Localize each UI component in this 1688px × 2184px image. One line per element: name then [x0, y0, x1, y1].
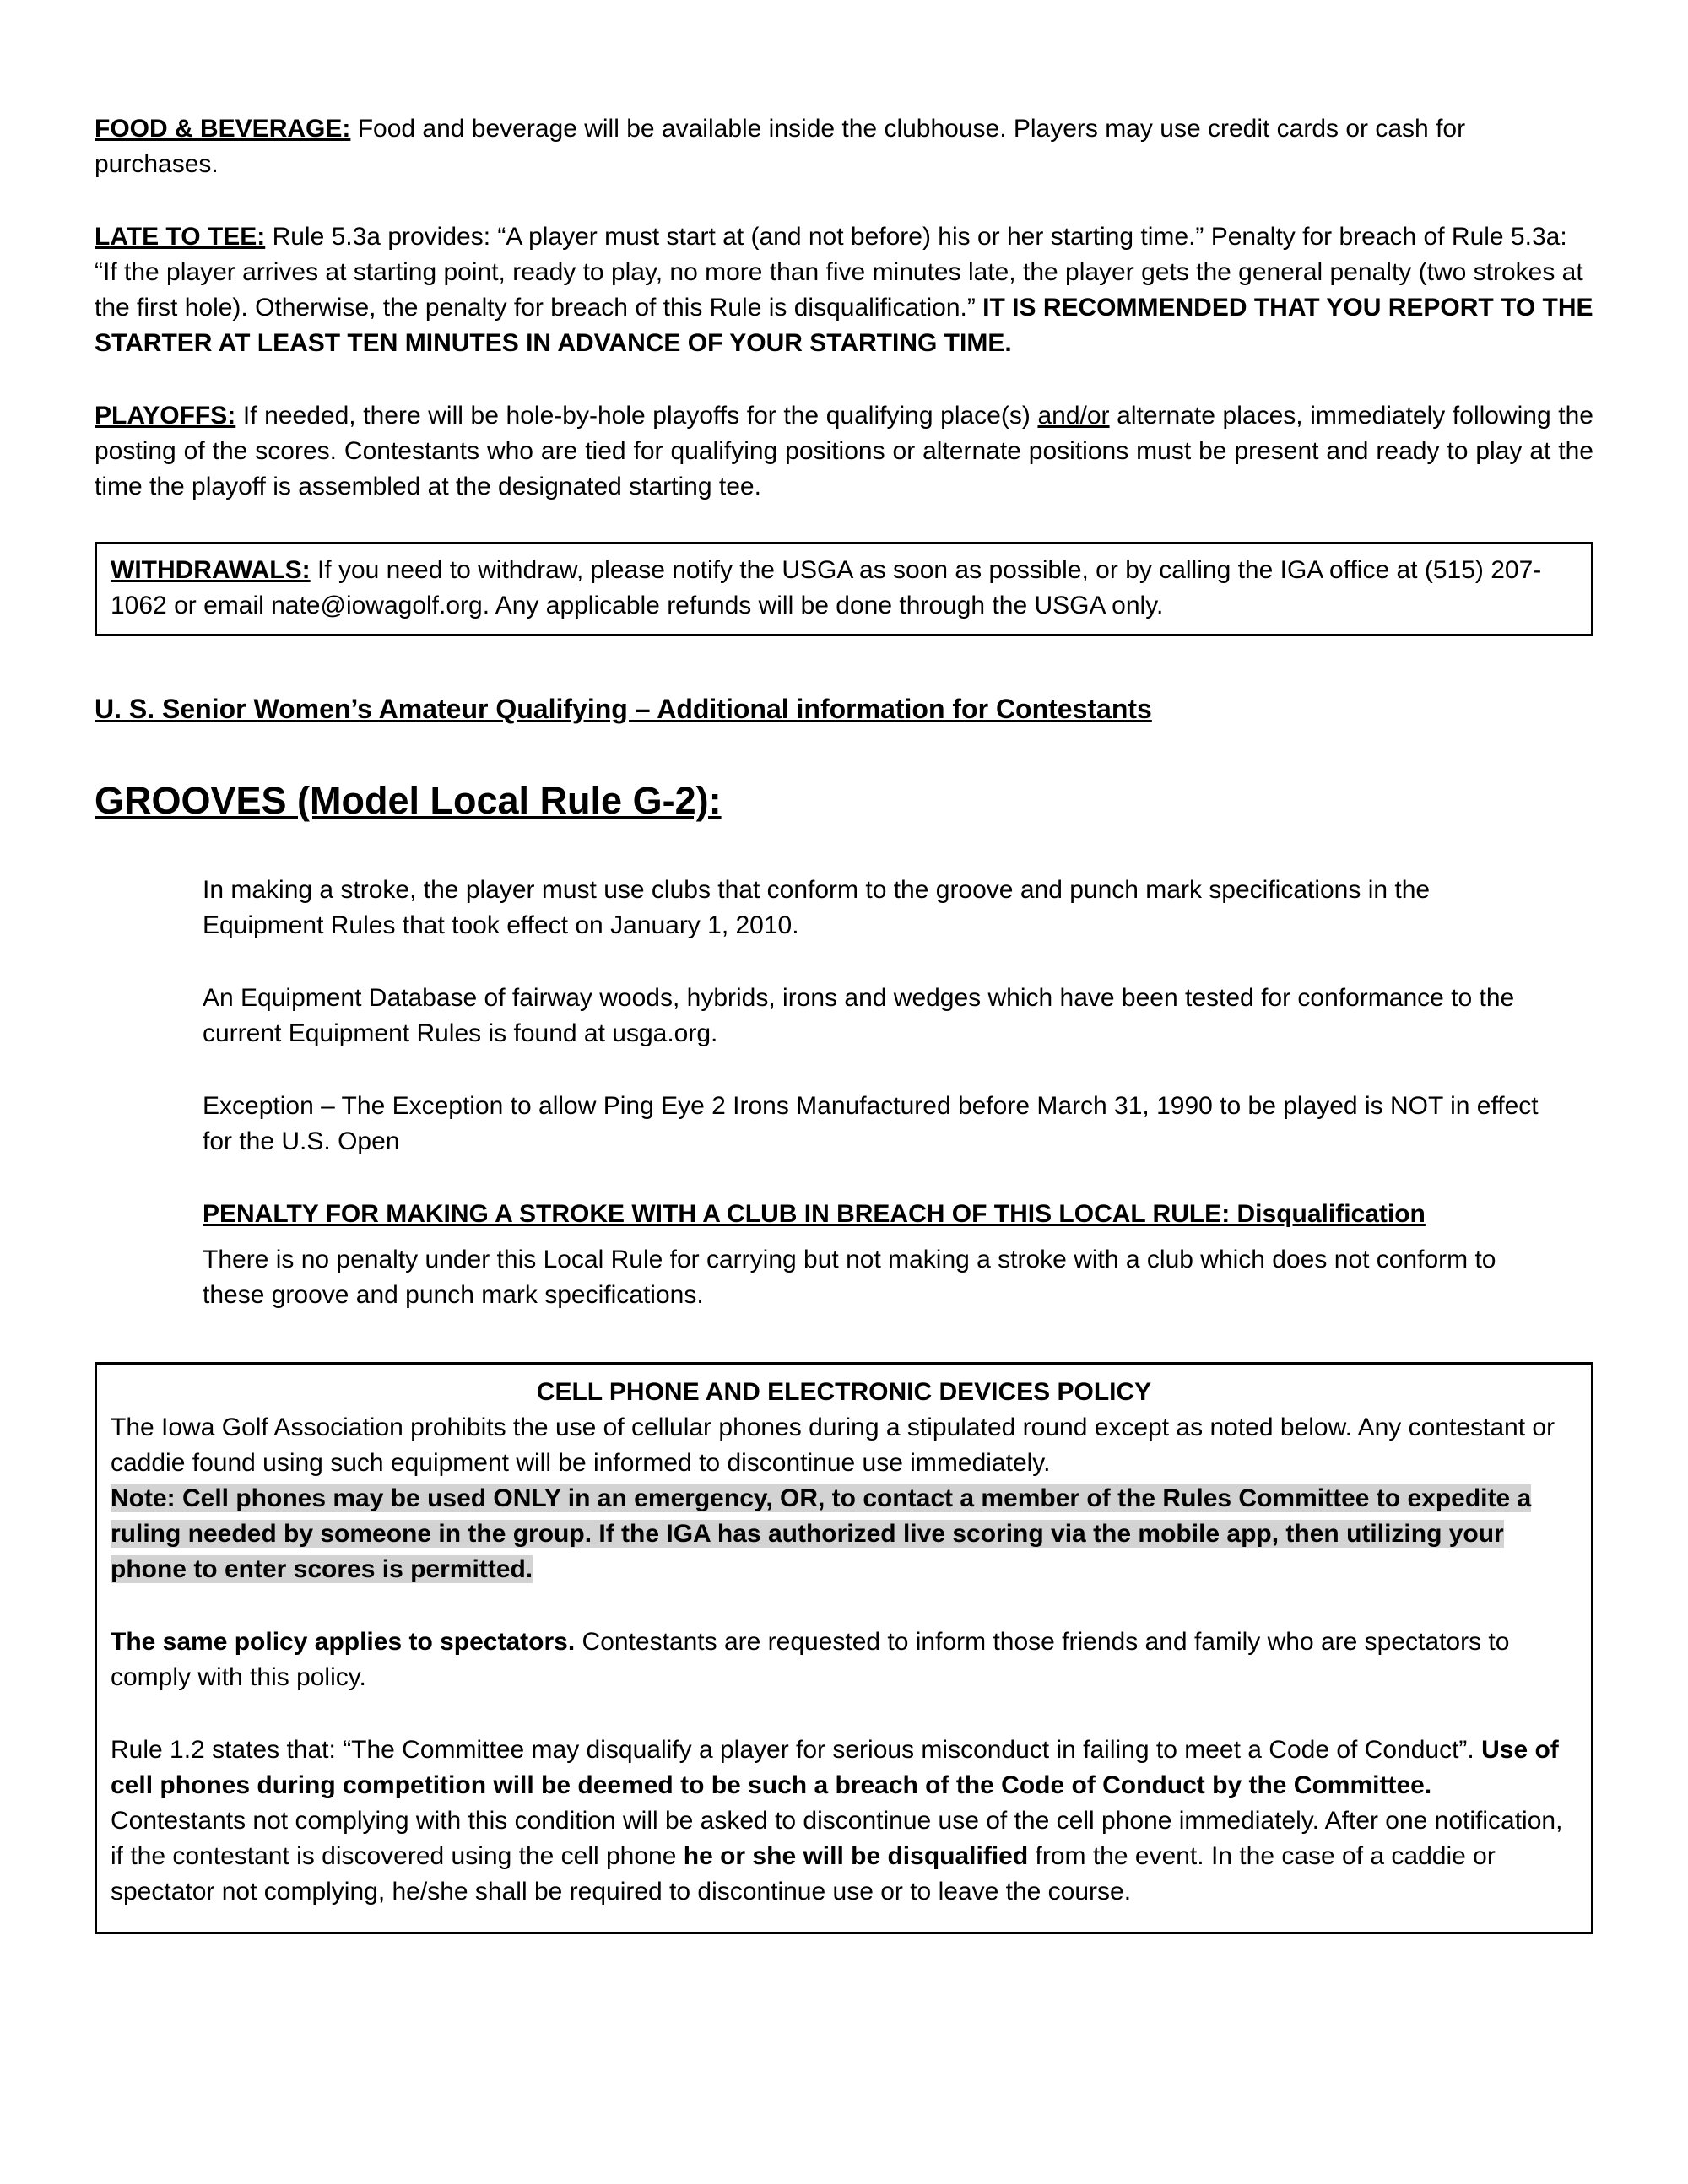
cell-policy-spectators-paragraph — [111, 1624, 1577, 1695]
late-to-tee-paragraph — [95, 219, 1593, 361]
late-to-tee-text: Rule 5.3a provides: “A player must start at (and not before) his or her starting time.” Penalty for breach of Rule 5.3a: “If the player arrives at starting point, ready to play, no more than five minutes late, the player gets the general penalty (two strokes at the first hole). Otherwise, the penalty for breach of this Rule is disqualification.” — [95, 223, 1583, 322]
withdrawals-box — [95, 542, 1593, 636]
food-beverage-text: Food and beverage will be available inside the clubhouse. Players may use credit cards or cash for purchases. — [95, 115, 1466, 178]
playoffs-text-1: If needed, there will be hole-by-hole playoffs for the qualifying place(s) — [235, 402, 1038, 430]
disqualified-bold-text: he or she will be disqualified — [683, 1841, 1029, 1870]
cell-policy-note-highlighted: Note: Cell phones may be used ONLY in an emergency, OR, to contact a member of the Rules Committee to expedite a ruling needed by someone in the group. If the IGA has authorized live scoring via the mobile app, then utilizing your phone to enter scores is permitted. — [111, 1484, 1532, 1583]
grooves-paragraph-2: An Equipment Database of fairway woods, hybrids, irons and wedges which have been tested for conformance to the current Equipment Rules is found at usga.org. — [203, 983, 1515, 1047]
food-beverage-paragraph — [95, 111, 1593, 182]
cell-policy-note-paragraph — [111, 1481, 1577, 1587]
withdrawals-label: WITHDRAWALS: — [111, 556, 311, 584]
grooves-heading: GROOVES (Model Local Rule G-2): — [95, 778, 722, 822]
playoffs-text-2: alternate places, immediately following the posting of the scores. Contestants who are tied for qualifying positions or alternate positions must be present and ready to play at the time the playoff is assembled at the designated starting tee. — [95, 402, 1593, 500]
playoffs-paragraph — [95, 398, 1593, 505]
spectators-normal-text: Contestants are requested to inform those friends and family who are spectators to comply with this policy. — [111, 1627, 1510, 1691]
late-to-tee-label: LATE TO TEE: — [95, 223, 266, 251]
grooves-paragraph-3: Exception – The Exception to allow Ping Eye 2 Irons Manufactured before March 31, 1990 to be played is NOT in effect for the U.S. Open — [203, 1091, 1539, 1155]
grooves-paragraph-1: In making a stroke, the player must use clubs that conform to the groove and punch mark specifications in the Equipment Rules that took effect on January 1, 2010. — [203, 875, 1431, 939]
food-beverage-label: FOOD & BEVERAGE: — [95, 115, 351, 143]
compliance-text-2: from the event. In the case of a caddie or spectator not complying, he/she shall be required to discontinue use or to leave the course. — [111, 1841, 1496, 1906]
penalty-body: There is no penalty under this Local Rule for carrying but not making a stroke with a club which does not conform to these groove and punch mark specifications. — [203, 1245, 1496, 1309]
rule12-normal-text: Rule 1.2 states that: “The Committee may disqualify a player for serious misconduct in failing to meet a Code of Conduct”. — [111, 1735, 1482, 1764]
playoffs-andor-underlined: and/or — [1037, 402, 1110, 430]
cell-policy-intro-paragraph: The Iowa Golf Association prohibits the use of cellular phones during a stipulated round except as noted below. Any contestant or caddie found using such equipment will be informed to discontinue use immediately. — [111, 1413, 1555, 1477]
withdrawals-text: If you need to withdraw, please notify the USGA as soon as possible, or by calling the IGA office at (515) 207-1062 or email nate@iowagolf.org. Any applicable refunds will be done through the USGA only. — [111, 556, 1542, 619]
senior-womens-qualifying-heading: U. S. Senior Women’s Amateur Qualifying – Additional information for Contestants — [95, 694, 1152, 724]
cell-phone-policy-box — [95, 1362, 1593, 1934]
compliance-text-1: Contestants not complying with this condition will be asked to discontinue use of the cell phone immediately. After one notification, if the contestant is discovered using the cell phone — [111, 1806, 1563, 1870]
cell-policy-compliance-paragraph — [111, 1803, 1577, 1910]
withdrawals-paragraph — [111, 553, 1577, 624]
playoffs-label: PLAYOFFS: — [95, 402, 236, 430]
penalty-heading: PENALTY FOR MAKING A STROKE WITH A CLUB IN BREACH OF THIS LOCAL RULE: Disqualification — [203, 1199, 1426, 1228]
late-to-tee-bold-warning: IT IS RECOMMENDED THAT YOU REPORT TO THE STARTER AT LEAST TEN MINUTES IN ADVANCE OF YOUR STARTING TIME. — [95, 294, 1593, 357]
spectators-bold-text: The same policy applies to spectators. — [111, 1627, 576, 1656]
cell-policy-title: CELL PHONE AND ELECTRONIC DEVICES POLICY — [536, 1377, 1152, 1406]
cell-policy-rule12-paragraph — [111, 1733, 1577, 1803]
rule12-bold-text: Use of cell phones during competition will be deemed to be such a breach of the Code of Conduct by the Committee. — [111, 1735, 1559, 1799]
grooves-section — [203, 873, 1543, 1313]
